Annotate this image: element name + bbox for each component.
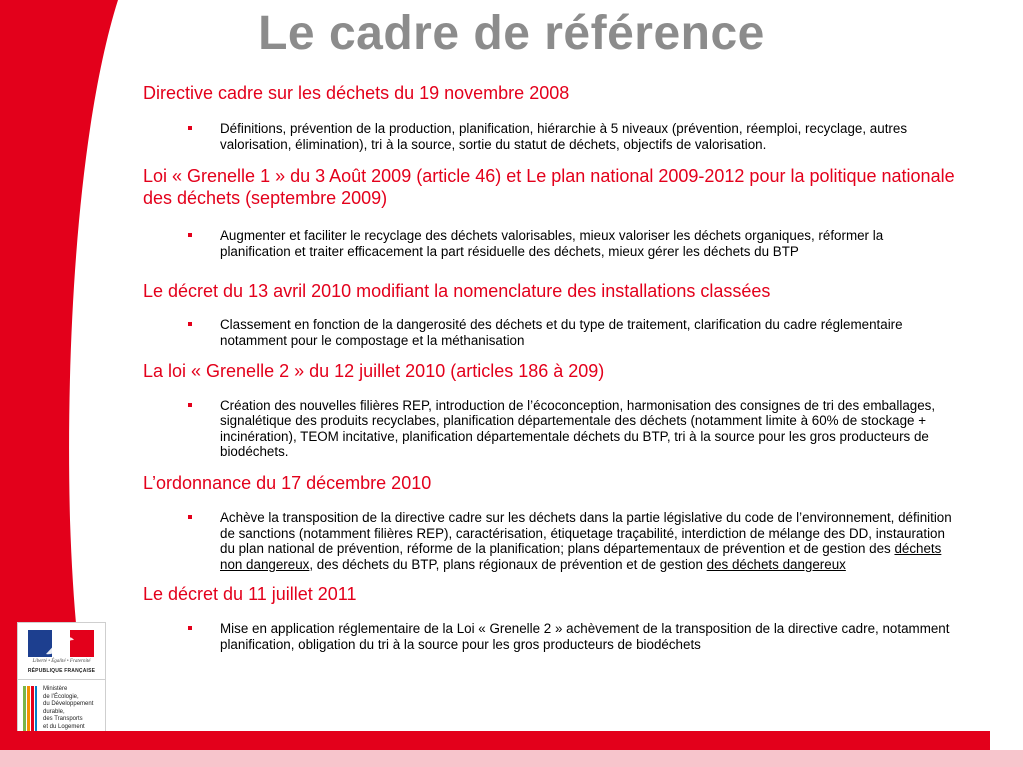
footer-red-band — [0, 731, 990, 750]
bullet-underlined-text: déchets non dangereux — [220, 541, 942, 572]
ministry-logo — [17, 622, 106, 742]
bullet-square-icon — [188, 626, 192, 630]
section-bullet — [220, 121, 952, 152]
bullet-text: Définitions, prévention de la production, planification, hiérarchie à 5 niveaux (prévention, réemploi, recyclage, autres valorisation, élimination), tri à la source, sortie du statut de déchets, objectifs de valorisation. — [220, 121, 908, 152]
section-heading: Loi « Grenelle 1 » du 3 Août 2009 (article 46) et Le plan national 2009-2012 pour la politique nationale des déchets (septembre 2009) — [143, 166, 955, 209]
ministry-line: Ministère — [43, 686, 68, 692]
republique-text: RÉPUBLIQUE FRANÇAISE — [27, 668, 96, 674]
bullet-text: Achève la transposition de la directive cadre sur les déchets dans la partie législative du code de l’environnement, définition de sanctions (notamment filières REP), caractérisation, étiquetage traçabilité, interdiction de mélange des DD, instauration du plan national de prévention, réforme de la planification; plans départementaux de prévention et de gestion des — [220, 509, 952, 557]
motto-text: Liberté • Égalité • Fraternité — [32, 659, 91, 664]
ministry-line: durable, — [43, 708, 65, 715]
bullet-underlined-text: des déchets dangereux — [706, 556, 846, 572]
bullet-square-icon — [188, 403, 192, 407]
bullet-text: Augmenter et faciliter le recyclage des déchets valorisables, mieux valoriser les déchets organiques, réformer la planification et traiter efficacement la part résiduelle des déchets, mieux gérer les déchets du BTP — [220, 228, 884, 259]
ministry-line: du Développement — [43, 701, 94, 708]
section-bullet — [220, 228, 952, 259]
section-bullet — [220, 398, 952, 460]
slide-content — [143, 82, 963, 653]
bullet-square-icon — [188, 126, 192, 130]
section-heading: L’ordonnance du 17 décembre 2010 — [143, 472, 432, 493]
bullet-text: Classement en fonction de la dangerosité des déchets et du type de traitement, clarification du cadre réglementaire notamment pour le compostage et la méthanisation — [220, 317, 903, 348]
colored-stripes-icon — [23, 686, 37, 734]
bullet-square-icon — [188, 322, 192, 326]
section-heading: Le décret du 11 juillet 2011 — [143, 584, 357, 605]
footer-pink-band — [0, 750, 1023, 767]
ministry-line: de l’Écologie, — [43, 693, 79, 700]
section-bullet — [220, 317, 952, 348]
bullet-text: Création des nouvelles filières REP, introduction de l’écoconception, harmonisation des consignes de tri des emballages, signalétique des produits recyclabes, planification départementale des déchets (notamment limite à 60% de stockage + incinération), TEOM incitative, planification départementale déchets du BTP, tri à la source pour les gros producteurs de biodéchets. — [220, 397, 936, 460]
ministry-line: des Transports — [43, 716, 83, 723]
section-heading: Directive cadre sur les déchets du 19 novembre 2008 — [143, 83, 570, 103]
section-heading: Le décret du 13 avril 2010 modifiant la nomenclature des installations classées — [143, 281, 771, 302]
ministry-line: et du Logement — [43, 723, 85, 730]
section-heading: La loi « Grenelle 2 » du 12 juillet 2010 (articles 186 à 209) — [143, 360, 605, 381]
bullet-text: , des déchets du BTP, plans régionaux de prévention et de gestion — [309, 556, 707, 572]
marianne-logo — [18, 623, 105, 680]
bullet-square-icon — [188, 515, 192, 519]
tricolor-flag-icon — [28, 630, 94, 657]
slide-title: Le cadre de référence — [258, 7, 765, 60]
ministry-name — [43, 686, 103, 732]
marianne-profile-icon — [42, 634, 76, 656]
bullet-text: Mise en application réglementaire de la Loi « Grenelle 2 » achèvement de la transposition de la directive cadre, notamment planification, obligation du tri à la source pour les gros producteurs de biodéchets — [220, 621, 950, 652]
section-bullet — [220, 510, 952, 572]
bullet-square-icon — [188, 233, 192, 237]
section-bullet — [220, 621, 952, 652]
